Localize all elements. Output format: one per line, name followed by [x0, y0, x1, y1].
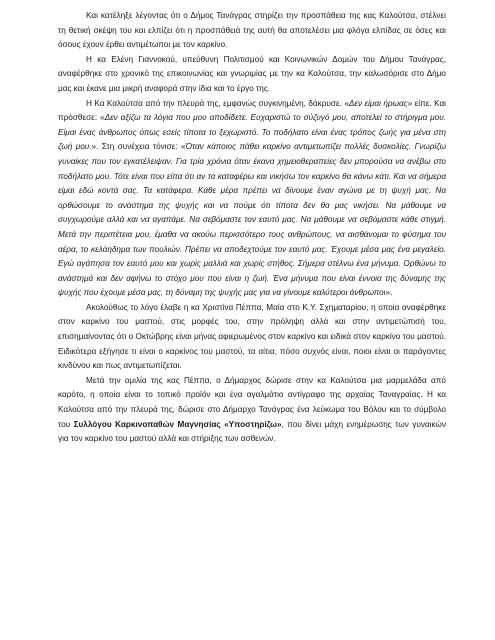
article-body — [58, 9, 446, 447]
paragraph-giannokou — [58, 53, 446, 97]
quote-run: Όταν κάποιος πάθει καρκίνο αντιμετωπίζει πολλές δυσκολίες. Γνωρίζω γυναίκες που τον εγκατέλειψαν. Για τρία χρόνια όταν έκανα χημειοθεραπείες δεν μπορούσα να ανέβω στο ποδήλατο μου. Τότε είναι που είπα ότι αν τα καταφέρω και νικήσω τον καρκίνο θα κάνω κάτι. Και να σήμερα είμαι εδώ κοντά σας. Τα κατάφερα. Κάθε μέρα πρέπει να δίνουμε έναν αγώνα με τη ψυχή μας. Να ορθώσουμε το ανάστημα της ψυχής και να πούμε ότι τίποτα δεν θα μας νικήσει. Να μάθουμε να συγχωρούμε αλλά και να αγαπάμε. Να σεβόμαστε τον εαυτό μας. Να μάθουμε να σεβόμαστε κάθε στιγμή. Μετά την περιπέτεια μου, έμαθα να ακούω περισσότερο τους ανθρώπους, να αισθάνομαι το φύσημα του αέρα, το κελάηδημα των πουλιών. Πρέπει να αποδεχτούμε τον εαυτό μας. Έχουμε μέσα μας ένα μεγαλείο. Εγώ αγάπησα τον εαυτό μου και χωρίς μαλλιά και χωρίς στήθος. Σήμερα στέλνω ένα μήνυμα. Ορθώνω το ανάστημά και δεν αφήνω το στόχο μου που είναι η ζωή. Ένα μήνυμα που είναι έννοια της δύναμης της ψυχής που έχουμε μέσα μας, τη δύναμη της ψυχής μας για να γίνουμε καλύτεροι άνθρωποι — [58, 142, 447, 298]
paragraph-gifts — [58, 374, 446, 447]
text-run: Μετά την ομιλία της κας Πέππα, ο Δήμαρχος δώρισε στην κα Καλούτσα μια μαρμελάδα από καρότο, η οποία είναι το τοπικό προϊόν και ένα αγαλμάτιο αντίγραφο της αρχαίας Ταναγραίας. Η κα Καλούτσα από την πλευρά της, δώρισε στο Δήμαρχο Τανάγρας ένα λεύκωμα του Βόλου και το σύμβολο του — [58, 375, 446, 429]
text-run: ». — [385, 288, 393, 298]
paragraph-kaloutsa-speech — [58, 97, 446, 301]
text-run: » είπε. Και πρόσθεσε: « — [58, 98, 447, 123]
quote-run: Δεν αξίζω τα λόγια που μου αποδίδετε. Ευχαριστώ το σύζυγό μου, αποτελεί το στήριγμα μου. Είμαι ένας άνθρωπος όπως εσείς τίποτα το ξεχωριστό. Το ποδήλατο είναι ένας τρόπος ζωής για μένα στη ζωή μου. — [58, 113, 446, 152]
text-run: , που δίνει μάχη ενημέρωσης των γυναικών για τον καρκίνο του μαστού αλλά και στήριξης των ασθενών. — [58, 419, 446, 444]
text-run: ». Στη συνέχεια τόνισε: « — [91, 142, 186, 152]
text-run: Και κατέληξε λέγοντας ότι ο Δήμος Τανάγρας στηρίζει την προσπάθεια της κας Καλούτσα, στέλνει τη θετική σκέψη του και ελπίζει ότι η προσπάθειά της αυτή θα αποτελέσει μια φλόγα ελπίδας σε όσες και όσους έχουν έρθει αντιμέτωποι με τον καρκίνο. — [58, 11, 446, 50]
paragraph-closing-remarks — [58, 9, 446, 53]
text-run: Ακολούθως το λόγο έλαβε η κα Χριστίνα Πέππα, Μαία στο Κ.Υ. Σχηματαρίου, η οποία αναφέρθηκε στον καρκίνο του μαστού, στις μορφές του, στην πρόληψη αλλά και στην αντιμετώπισή του, επισημαίνοντας ότι ο Οκτώβρης είναι μήνας αφιερωμένος στον καρκίνο και ειδικά στον καρκίνο του μαστού. Ειδικότερα εξήγησε τι είναι ο καρκίνος του μαστού, τα αίτια, πόσο συχνός είναι, ποιοι είναι οι παράγοντες κινδύνου και πως αντιμετωπίζεται. — [58, 302, 446, 371]
paragraph-peppa — [58, 301, 446, 374]
quote-run: Δεν είμαι ήρωας — [348, 98, 408, 108]
association-name: Συλλόγου Καρκινοπαθών Μαγνησίας «Υποστηρίζω» — [73, 419, 282, 429]
text-run: Η Κα Καλούτσα από την πλευρά της, εμφανώς συγκινημένη, δάκρυσε. « — [86, 98, 349, 108]
text-run: Η κα Ελένη Γιαννοκού, υπεύθυνη Πολιτισμού και Κοινωνικών Δομών του Δήμου Τανάγρας, αναφέρθηκε στο χρονικό της επικοινωνίας και γνωριμίας με την κα Καλούτσα, την καλωσόρισε στο Δήμο μας και έκανε μια μικρή αναφορά στην ίδια και το έργο της. — [58, 54, 446, 93]
